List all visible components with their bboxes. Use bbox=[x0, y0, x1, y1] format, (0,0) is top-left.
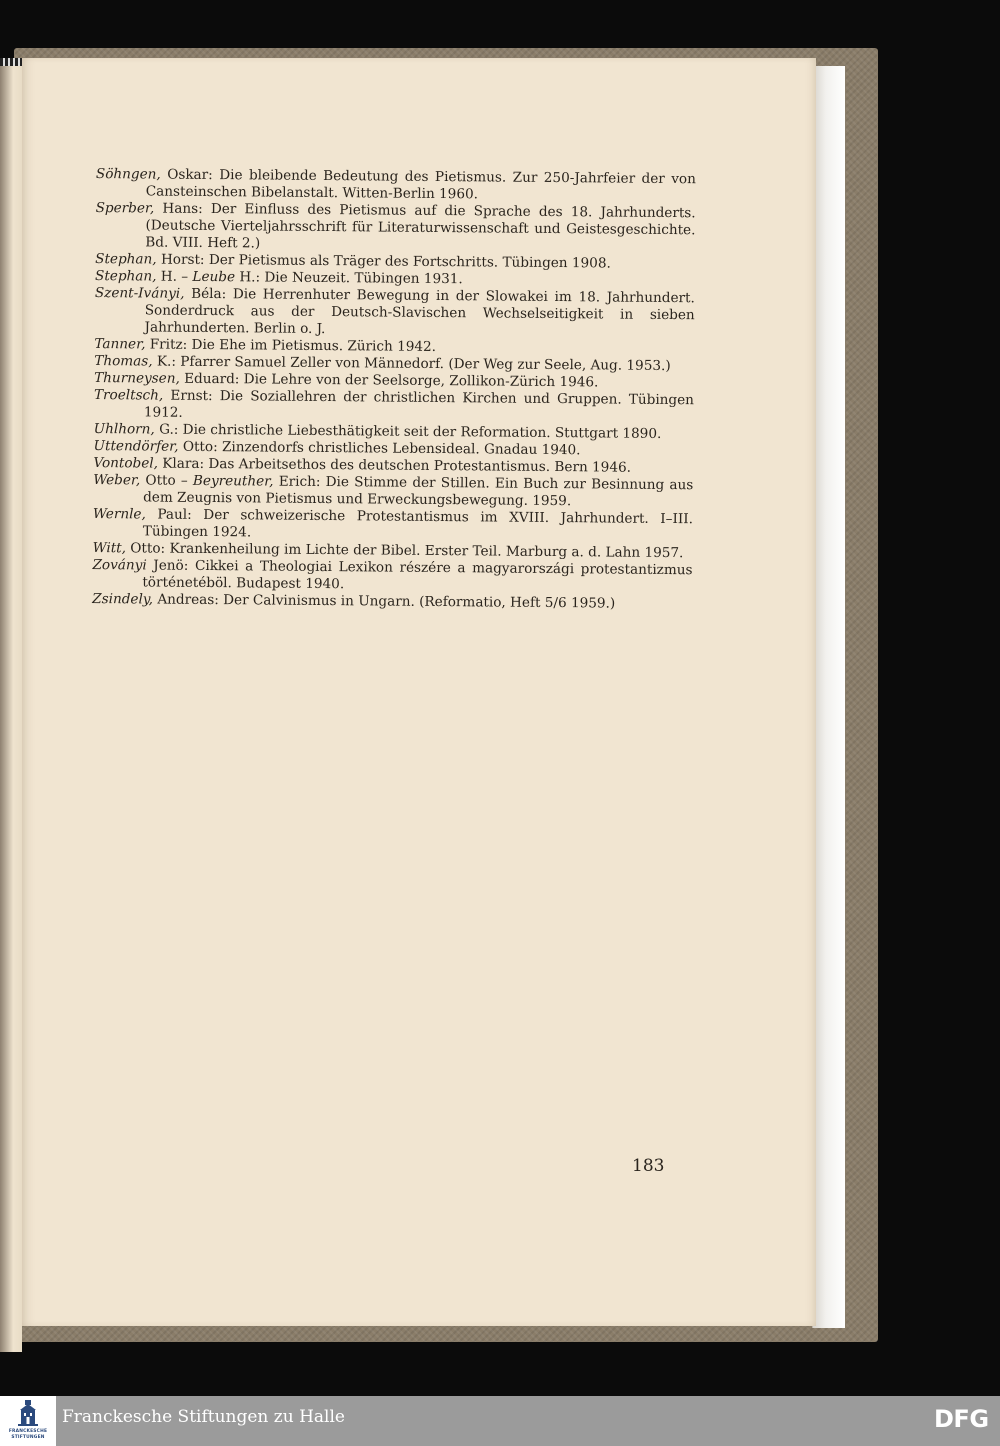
bibliography-entry bbox=[93, 506, 693, 545]
bibliography-entry bbox=[93, 472, 693, 511]
entry-author: Uttendörfer, bbox=[93, 437, 179, 455]
entry-text: H. – bbox=[160, 268, 189, 285]
entry-text: Paul: Der schweizerische Protestantismus im XVIII. Jahrhundert. I–III. Tübingen 1924. bbox=[142, 506, 694, 541]
entry-text: Oskar: Die bleibende Bedeutung des Pietismus. Zur 250-Jahrfeier der von Cansteinschen Bibelanstalt. Witten-Berlin 1960. bbox=[145, 166, 696, 203]
left-page-edge bbox=[0, 58, 22, 1352]
building-emblem-icon bbox=[16, 1400, 40, 1428]
entry-author: Weber, bbox=[93, 471, 141, 489]
logo-text-line1: FRANCKESCHE bbox=[8, 1429, 48, 1434]
bibliography-entry bbox=[92, 557, 692, 596]
paper-sheet-edge bbox=[812, 66, 845, 1328]
entry-author: Wernle, bbox=[92, 505, 146, 523]
entry-text: Béla: Die Herrenhuter Bewegung in der Slowakei im 18. Jahrhundert. Sonderdruck aus der Deutsch-Slavischen Wechselseitigkeit in sieben Jahrhunderten. Berlin o. J. bbox=[144, 285, 695, 338]
entry-author: Stephan, bbox=[95, 250, 157, 268]
entry-text-continued: Erich: Die Stimme der Stillen. Ein Buch zur Besinnung aus dem Zeugnis von Pietismus und Erweckungsbewegung. 1959. bbox=[143, 473, 694, 510]
footer-bar bbox=[0, 1396, 1000, 1446]
entry-author: Uhlhorn, bbox=[93, 420, 155, 438]
entry-text: Ernst: Die Soziallehren der christlichen Kirchen und Gruppen. Tübingen 1912. bbox=[143, 387, 695, 421]
entry-text: Otto: Krankenheilung im Lichte der Bibel. Erster Teil. Marburg a. d. Lahn 1957. bbox=[130, 540, 684, 562]
entry-coauthor: Beyreuther, bbox=[192, 472, 274, 490]
entry-text-continued: H.: Die Neuzeit. Tübingen 1931. bbox=[239, 269, 463, 288]
book-page bbox=[22, 58, 816, 1326]
entry-author: Szent-Iványi, bbox=[94, 284, 185, 302]
entry-coauthor: Leube bbox=[192, 268, 236, 286]
entry-author: Stephan, bbox=[94, 267, 157, 285]
entry-text: Otto – bbox=[145, 472, 188, 489]
entry-text: Andreas: Der Calvinismus in Ungarn. (Reformatio, Heft 5/6 1959.) bbox=[157, 591, 616, 612]
bibliography-entry bbox=[95, 200, 695, 256]
logo-text-line2: STIFTUNGEN bbox=[11, 1435, 45, 1440]
entry-author: Sperber, bbox=[95, 199, 155, 217]
entry-text: Jenö: Cikkei a Theologiai Lexikon részére a magyarországi protestantizmus történetéböl. Budapest 1940. bbox=[142, 557, 693, 593]
entry-author: Vontobel, bbox=[93, 454, 159, 472]
dfg-logo[interactable]: DFG bbox=[934, 1405, 989, 1433]
footer-title[interactable]: Franckesche Stiftungen zu Halle bbox=[62, 1407, 345, 1427]
bibliography-entry bbox=[94, 387, 694, 426]
entry-text: G.: Die christliche Liebesthätigkeit seit der Reformation. Stuttgart 1890. bbox=[159, 421, 662, 442]
entry-author: Thomas, bbox=[94, 352, 153, 370]
entry-author: Tanner, bbox=[94, 335, 146, 353]
entry-text: Eduard: Die Lehre von der Seelsorge, Zollikon-Zürich 1946. bbox=[184, 370, 599, 391]
entry-author: Zoványi bbox=[92, 556, 147, 574]
entry-text: Hans: Der Einfluss des Pietismus auf die Sprache des 18. Jahrhunderts. (Deutsche Vierteljahrsschrift für Literaturwissenschaft und Geistesgeschichte. Bd. VIII. Heft 2.) bbox=[145, 200, 696, 252]
bibliography-list bbox=[92, 166, 696, 613]
entry-text: K.: Pfarrer Samuel Zeller von Männedorf. (Der Weg zur Seele, Aug. 1953.) bbox=[156, 353, 671, 375]
page-number: 183 bbox=[632, 1156, 665, 1176]
entry-author: Thurneysen, bbox=[94, 369, 180, 387]
entry-author: Söhngen, bbox=[95, 166, 161, 183]
entry-author: Witt, bbox=[92, 539, 127, 557]
bibliography-entry bbox=[95, 285, 695, 341]
entry-text: Fritz: Die Ehe im Pietismus. Zürich 1942. bbox=[149, 336, 437, 355]
entry-author: Zsindely, bbox=[92, 590, 154, 608]
bibliography-entry bbox=[96, 166, 696, 205]
entry-text: Otto: Zinzendorfs christliches Lebensideal. Gnadau 1940. bbox=[182, 438, 581, 459]
franckesche-stiftungen-logo[interactable] bbox=[0, 1396, 56, 1446]
entry-author: Troeltsch, bbox=[93, 386, 164, 404]
entry-text: Klara: Das Arbeitsethos des deutschen Protestantismus. Bern 1946. bbox=[162, 455, 632, 476]
entry-text: Horst: Der Pietismus als Träger des Fortschritts. Tübingen 1908. bbox=[160, 251, 611, 272]
